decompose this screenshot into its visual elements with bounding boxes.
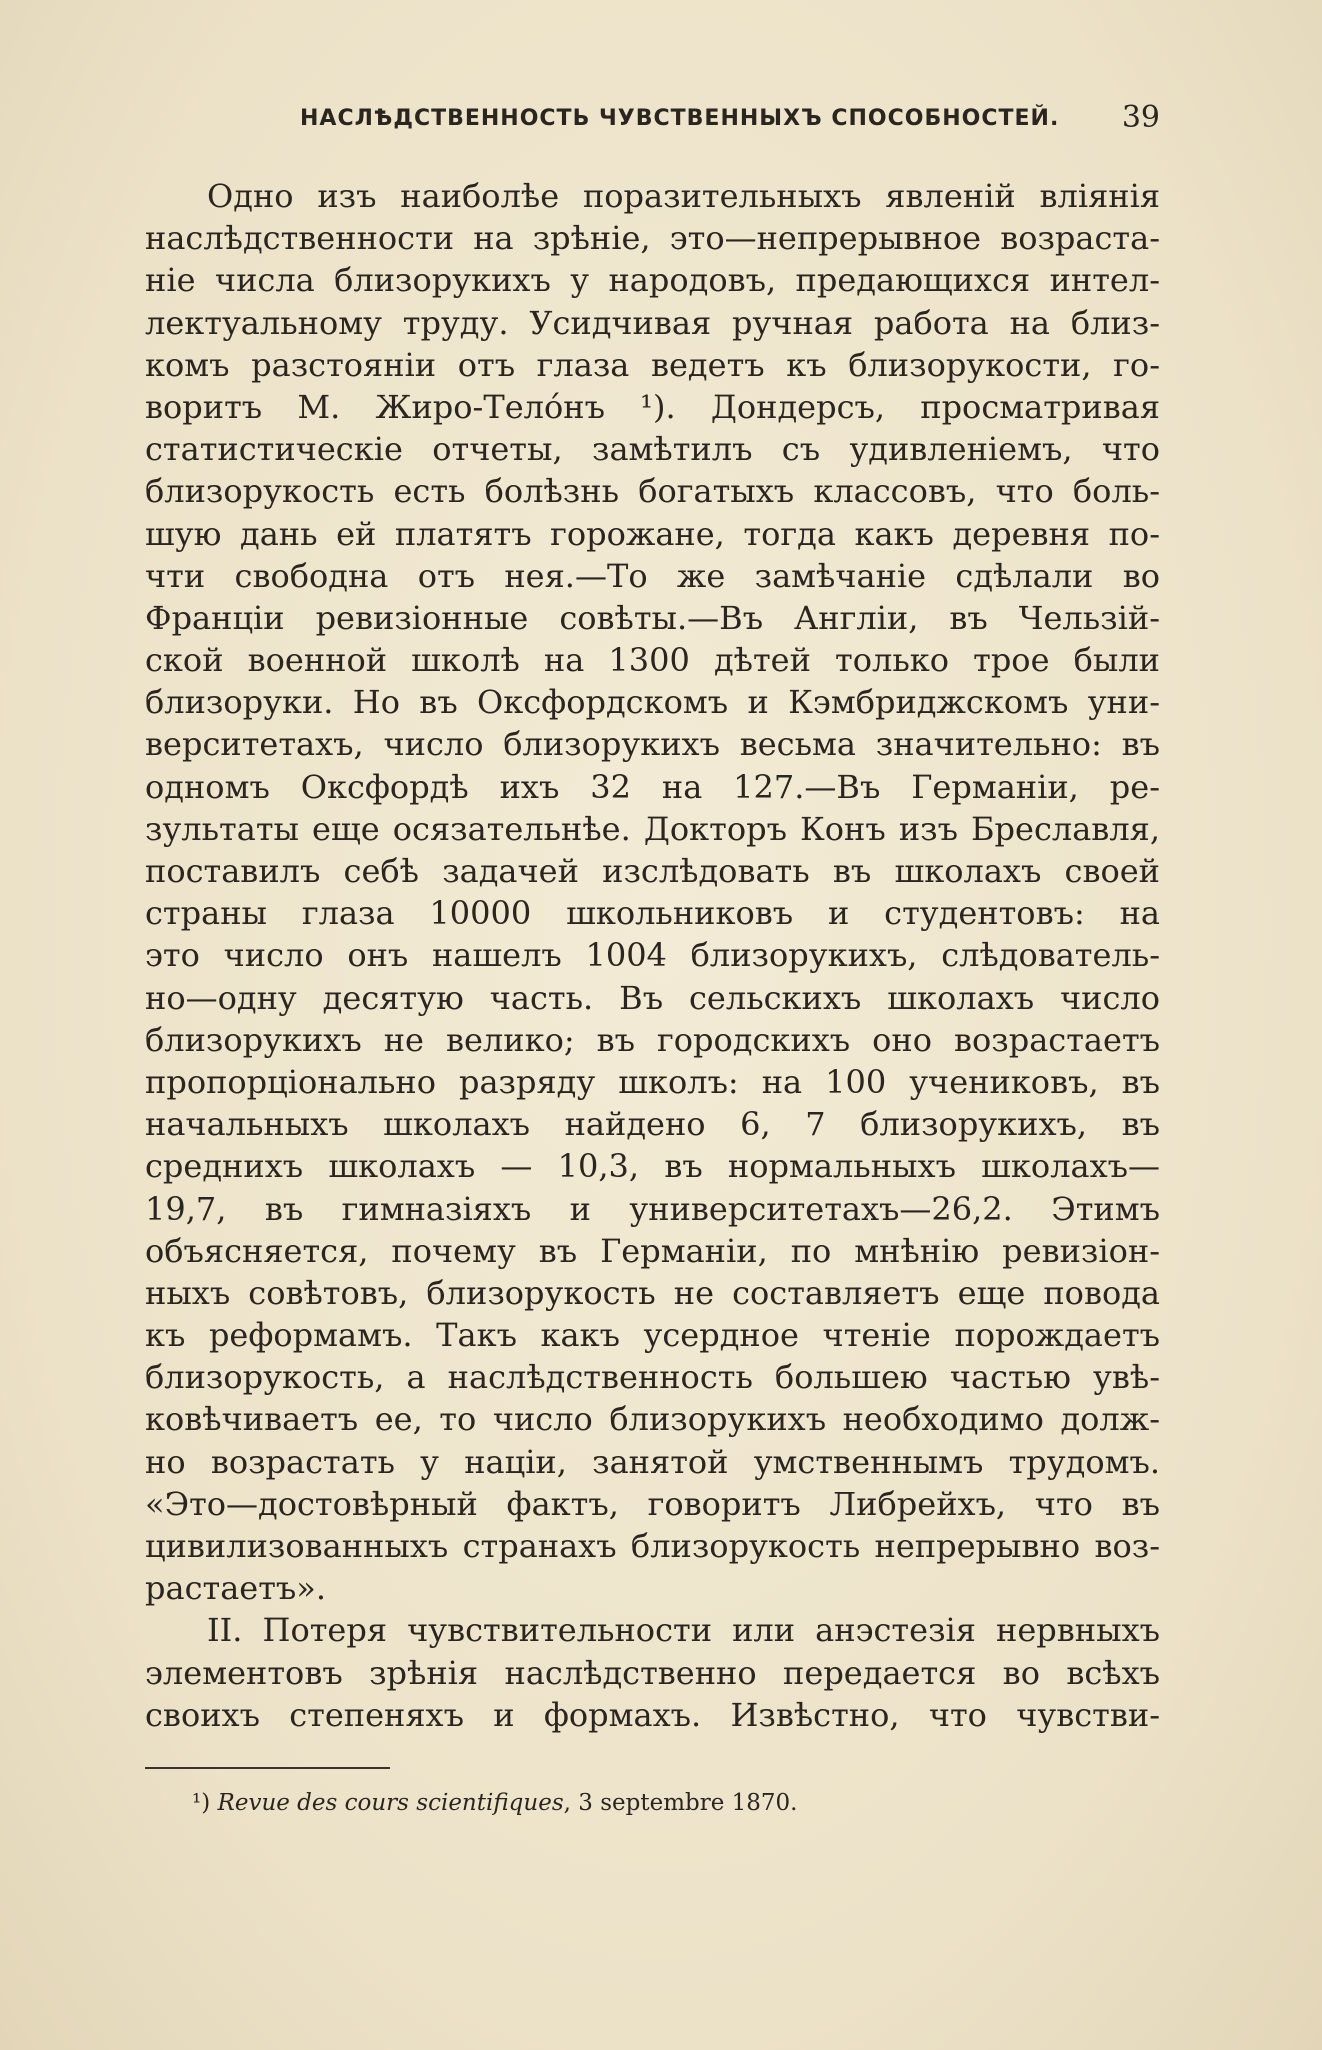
footnote-source-details: , 3 septembre 1870. bbox=[563, 1790, 798, 1816]
text-line: лектуальному труду. Усидчивая ручная работа на близ- bbox=[145, 303, 1160, 342]
text-line: Франціи ревизіонные совѣты.—Въ Англіи, въ Чельзій- bbox=[145, 598, 1160, 637]
page-number: 39 bbox=[1121, 100, 1160, 135]
text-line: верситетахъ, число близорукихъ весьма значительно: въ bbox=[145, 725, 1160, 764]
footnote-divider bbox=[145, 1767, 390, 1769]
text-line: цивилизованныхъ странахъ близорукость непрерывно воз- bbox=[145, 1527, 1160, 1565]
text-line: зультаты еще осязательнѣе. Докторъ Конъ изъ Бреславля, bbox=[145, 809, 1160, 848]
text-line: ныхъ совѣтовъ, близорукость не составляетъ еще повода bbox=[145, 1273, 1160, 1312]
text-line: чти свободна отъ нея.—То же замѣчаніе сдѣлали во bbox=[145, 556, 1160, 595]
text-line: это число онъ нашелъ 1004 близорукихъ, слѣдователь- bbox=[145, 936, 1160, 975]
text-line: Одно изъ наиболѣе поразительныхъ явленій вліянія bbox=[207, 177, 1160, 215]
footnote-source-title: Revue des cours scientifiques bbox=[217, 1790, 564, 1816]
text-line: II. Потеря чувствительности или анэстезія нервныхъ bbox=[207, 1611, 1160, 1650]
text-line: среднихъ школахъ — 10,3, въ нормальныхъ школахъ— bbox=[145, 1147, 1160, 1186]
text-line: начальныхъ школахъ найдено 6, 7 близорукихъ, въ bbox=[145, 1105, 1160, 1144]
footnote bbox=[192, 1790, 798, 1816]
text-line: ніе числа близорукихъ у народовъ, предающихся интел- bbox=[145, 261, 1160, 300]
text-line: «Это—достовѣрный фактъ, говоритъ Либрейхъ, что въ bbox=[145, 1484, 1160, 1523]
text-line: 19,7, въ гимназіяхъ и университетахъ—26,2. Этимъ bbox=[145, 1189, 1160, 1228]
text-line: статистическіе отчеты, замѣтилъ съ удивленіемъ, что bbox=[145, 430, 1160, 469]
page-header bbox=[300, 100, 1160, 140]
text-line: близоруки. Но въ Оксфордскомъ и Кэмбриджскомъ уни- bbox=[145, 683, 1160, 722]
text-line: но—одну десятую часть. Въ сельскихъ школахъ число bbox=[145, 978, 1160, 1017]
text-line: близорукость есть болѣзнь богатыхъ классовъ, что боль- bbox=[145, 472, 1160, 511]
text-line: шую дань ей платятъ горожане, тогда какъ деревня по- bbox=[145, 514, 1160, 553]
text-line: растаетъ». bbox=[145, 1569, 327, 1608]
running-head: НАСЛѢДСТВЕННОСТЬ ЧУВСТВЕННЫХЪ СПОСОБНОСТЕЙ. bbox=[300, 106, 1060, 131]
text-line: страны глаза 10000 школьниковъ и студентовъ: на bbox=[145, 894, 1160, 933]
text-line: пропорціонально разряду школъ: на 100 учениковъ, въ bbox=[145, 1062, 1160, 1101]
text-line: объясняется, почему въ Германіи, по мнѣнію ревизіон- bbox=[145, 1231, 1160, 1270]
text-line: ковѣчиваетъ ее, то число близорукихъ необходимо долж- bbox=[145, 1400, 1160, 1439]
text-line: воритъ М. Жиро-Телóнъ ¹). Дондерсъ, просматривая bbox=[145, 387, 1160, 426]
text-line: элементовъ зрѣнія наслѣдственно передается во всѣхъ bbox=[145, 1653, 1160, 1692]
text-line: близорукихъ не велико; въ городскихъ оно возрастаетъ bbox=[145, 1020, 1160, 1059]
footnote-marker: ¹) bbox=[192, 1790, 211, 1816]
text-line: одномъ Оксфордѣ ихъ 32 на 127.—Въ Германіи, ре- bbox=[145, 767, 1160, 806]
text-line: поставилъ себѣ задачей изслѣдовать въ школахъ своей bbox=[145, 852, 1160, 890]
text-line: наслѣдственности на зрѣніе, это—непрерывное возраста- bbox=[145, 219, 1160, 258]
text-line: ской военной школѣ на 1300 дѣтей только трое были bbox=[145, 641, 1160, 680]
text-line: къ реформамъ. Такъ какъ усердное чтеніе порождаетъ bbox=[145, 1316, 1160, 1355]
text-line: близорукость, а наслѣдственность большею частью увѣ- bbox=[145, 1358, 1160, 1397]
text-line: своихъ степеняхъ и формахъ. Извѣстно, что чувстви- bbox=[145, 1695, 1160, 1734]
text-line: комъ разстояніи отъ глаза ведетъ къ близорукости, го- bbox=[145, 345, 1160, 384]
body-text bbox=[145, 175, 1160, 1736]
text-line: но возрастать у націи, занятой умственнымъ трудомъ. bbox=[145, 1442, 1160, 1481]
